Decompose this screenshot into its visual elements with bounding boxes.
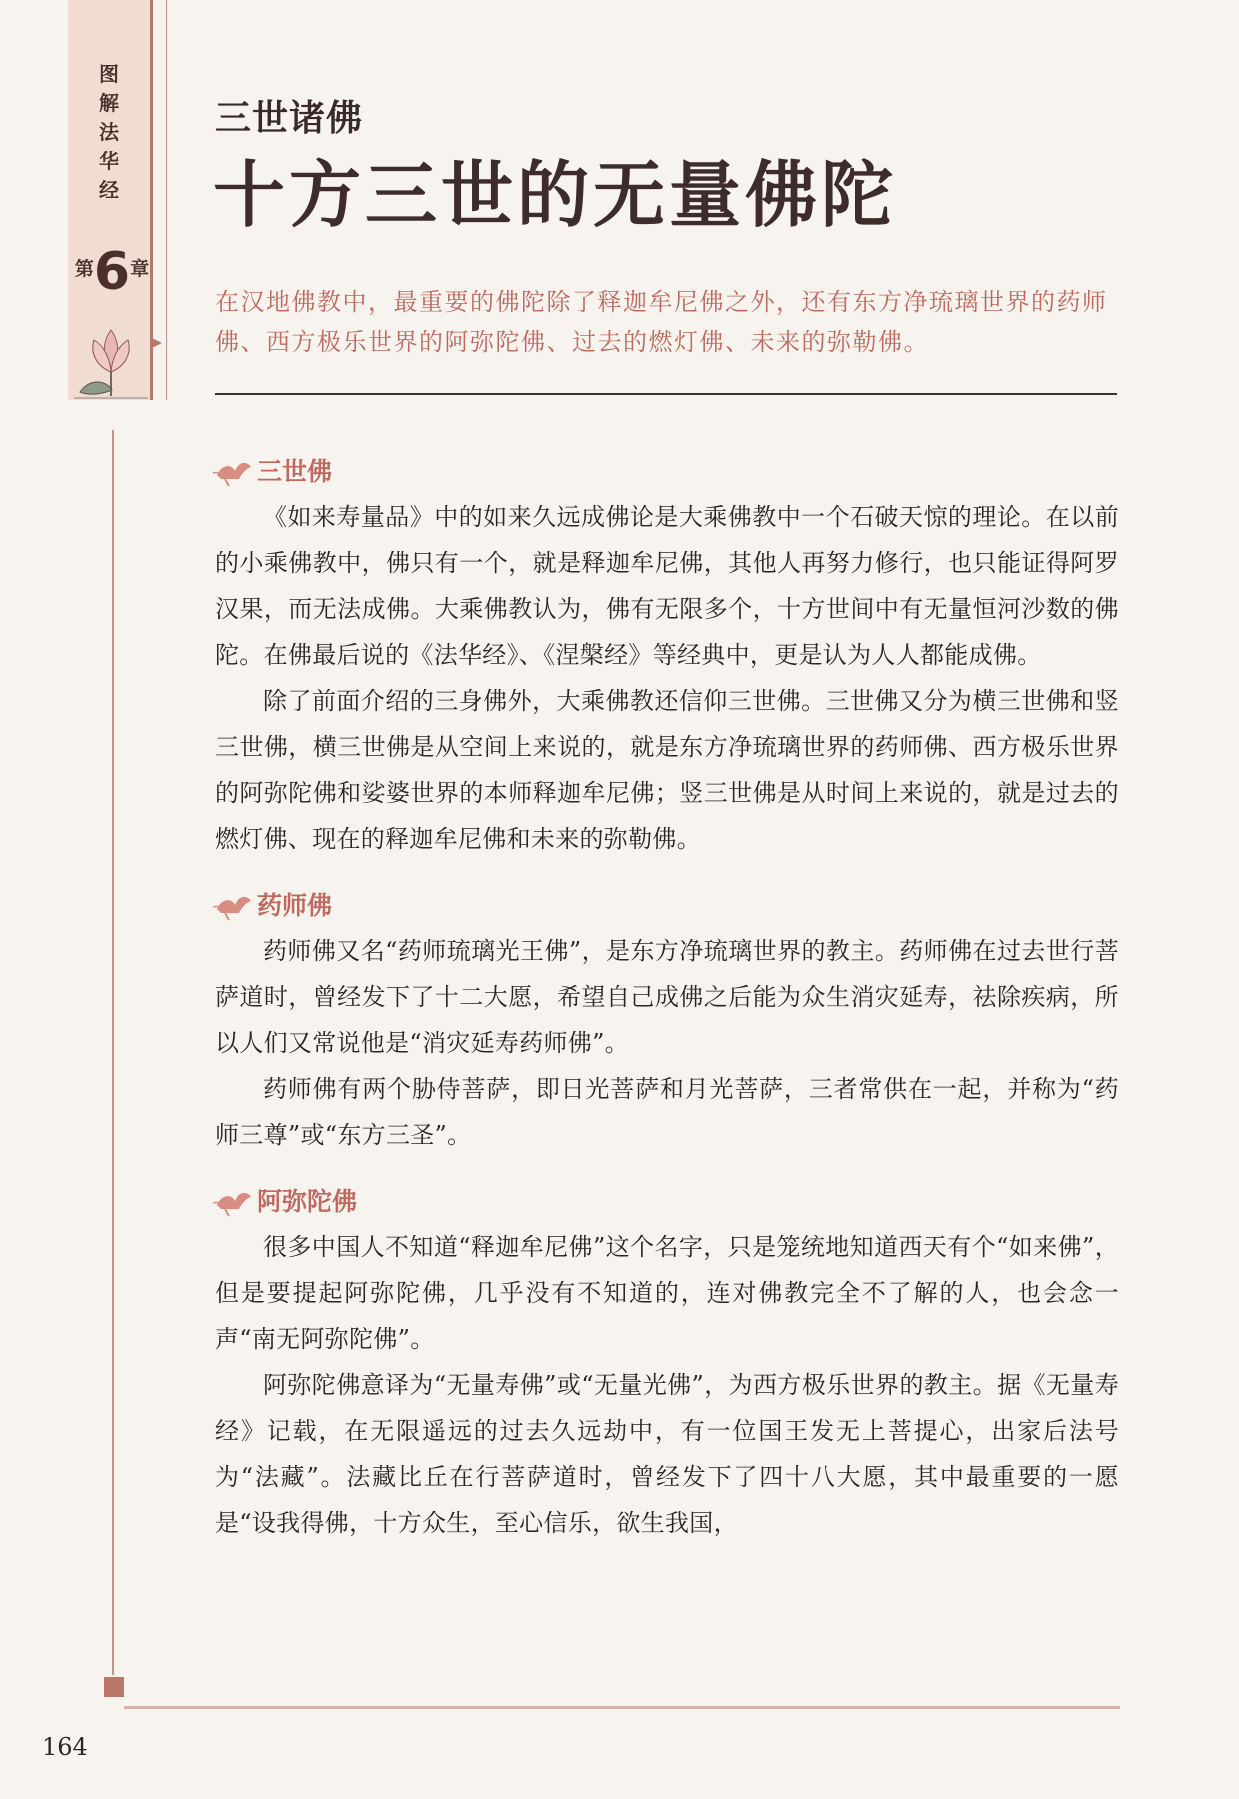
series-char: 解: [99, 91, 119, 115]
paragraph: 很多中国人不知道“释迦牟尼佛”这个名字，只是笼统地知道西天有个“如来佛”，但是要提起阿弥陀佛，几乎没有不知道的，连对佛教完全不了解的人，也会念一声“南无阿弥陀佛”。: [215, 1233, 1119, 1353]
book-series-title: [94, 60, 124, 205]
chapter-number: 6: [93, 242, 131, 302]
series-char: 法: [99, 120, 119, 144]
paragraph: 药师佛又名“药师琉璃光王佛”，是东方净琉璃世界的教主。药师佛在过去世行菩萨道时，曾经发下了十二大愿，希望自己成佛之后能为众生消灾延寿，祛除疾病，所以人们又常说他是“消灾延寿药师佛”。: [215, 937, 1119, 1057]
tab-notch-icon: [150, 337, 162, 349]
chapter-label: [72, 242, 152, 302]
paragraph: 《如来寿量品》中的如来久远成佛论是大乘佛教中一个石破天惊的理论。在以前的小乘佛教中，佛只有一个，就是释迦牟尼佛，其他人再努力修行，也只能证得阿罗汉果，而无法成佛。大乘佛教认为，佛有无限多个，十方世间中有无量恒河沙数的佛陀。在佛最后说的《法华经》、《涅槃经》等经典中，更是认为人人都能成佛。: [215, 503, 1119, 669]
intro-text: 在汉地佛教中，最重要的佛陀除了释迦牟尼佛之外，还有东方净琉璃世界的药师佛、西方极乐世界的阿弥陀佛、过去的燃灯佛、未来的弥勒佛。: [215, 288, 1108, 356]
paragraph: 除了前面介绍的三身佛外，大乘佛教还信仰三世佛。三世佛又分为横三世佛和竖三世佛，横三世佛是从空间上来说的，就是东方净琉璃世界的药师佛、西方极乐世界的阿弥陀佛和娑婆世界的本师释迦牟尼佛；竖三世佛是从时间上来说的，就是过去的燃灯佛、现在的释迦牟尼佛和未来的弥勒佛。: [215, 687, 1119, 853]
section-heading: [211, 1180, 1119, 1220]
section-heading: [211, 884, 1119, 924]
footer-rule: [124, 1706, 1120, 1709]
page-title: 十方三世的无量佛陀: [213, 153, 898, 237]
section-heading-label: 阿弥陀佛: [257, 1187, 358, 1216]
series-char: 经: [99, 178, 119, 202]
chapter-suffix: 章: [130, 258, 150, 280]
series-char: 华: [99, 149, 119, 173]
page-number: 164: [42, 1733, 88, 1761]
margin-rule: [112, 430, 114, 1675]
lotus-icon: [211, 887, 255, 921]
lotus-icon: [211, 453, 255, 487]
page-subtitle: 三世诸佛: [215, 98, 364, 139]
lotus-illustration-icon: [72, 312, 150, 400]
paragraph: 药师佛有两个胁侍菩萨，即日光菩萨和月光菩萨，三者常供在一起，并称为“药师三尊”或“东方三圣”。: [215, 1075, 1119, 1149]
section-heading-label: 药师佛: [257, 891, 333, 920]
lotus-icon: [211, 1183, 255, 1217]
section-heading: [211, 450, 1119, 490]
paragraph: 阿弥陀佛意译为“无量寿佛”或“无量光佛”，为西方极乐世界的教主。据《无量寿经》记载，在无限遥远的过去久远劫中，有一位国王发无上菩提心，出家后法号为“法藏”。法藏比丘在行菩萨道时，曾经发下了四十八大愿，其中最重要的一愿是“设我得佛，十方众生，至心信乐，欲生我国，: [215, 1371, 1119, 1537]
section-heading-label: 三世佛: [257, 457, 333, 486]
section-gap: [215, 862, 1119, 884]
series-char: 图: [99, 62, 119, 86]
section-gap: [215, 1158, 1119, 1180]
article-body: [215, 450, 1119, 1546]
corner-marker: [104, 1677, 124, 1697]
intro-divider: [215, 393, 1117, 395]
chapter-prefix: 第: [74, 258, 94, 280]
